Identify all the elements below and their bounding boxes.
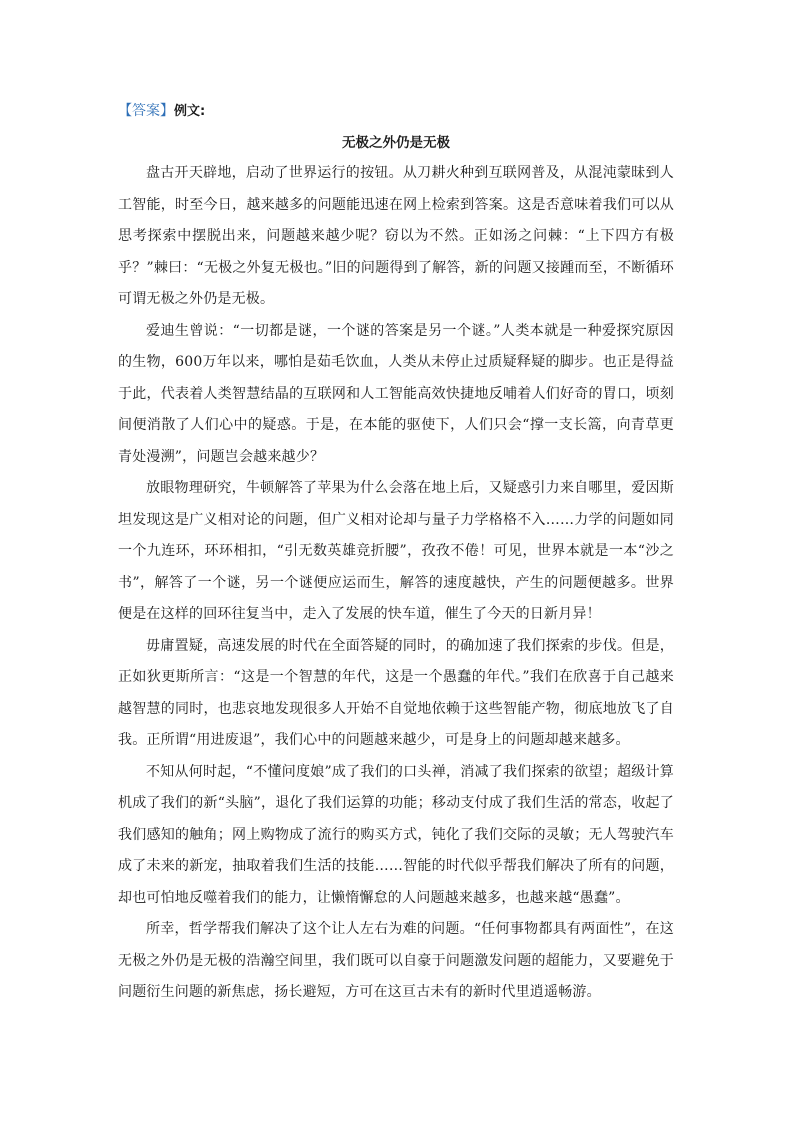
- answer-label: 例文:: [174, 104, 206, 119]
- essay-title: 无极之外仍是无极: [342, 135, 450, 151]
- essay-paragraph-2: 爱迪生曾说：“一切都是谜，一个谜的答案是另一个谜。”人类本就是一种爱探究原因的生物，600万年以来，哪怕是茹毛饮血，人类从未停止过质疑释疑的脚步。也正是得益于此，代表着人类智慧结晶的互联网和人工智能高效快捷地反哺着人们好奇的胃口，顷刻间便消散了人们心中的疑惑。于是，在本能的驱使下，人们只会“撑一支长篙，向青草更青处漫溯”，问题岂会越来越少？: [118, 322, 674, 465]
- answer-tag: 【答案】: [118, 103, 174, 119]
- essay-paragraph-3: 放眼物理研究，牛顿解答了苹果为什么会落在地上后，又疑惑引力来自哪里，爱因斯坦发现这是广义相对论的问题，但广义相对论却与量子力学格格不入……力学的问题如同一个九连环，环环相扣，“引无数英雄竞折腰”，孜孜不倦！可见，世界本就是一本“沙之书”，解答了一个谜，另一个谜便应运而生，解答的速度越快，产生的问题便越多。世界便是在这样的回环往复当中，走入了发展的快车道，催生了今天的日新月异！: [118, 480, 674, 622]
- essay-paragraph-5: 不知从何时起，“不懂问度娘”成了我们的口头禅，消减了我们探索的欲望；超级计算机成了我们的新“头脑”，退化了我们运算的功能；移动支付成了我们生活的常态，收起了我们感知的触角；网上购物成了流行的购买方式，钝化了我们交际的灵敏；无人驾驶汽车成了未来的新宠，抽取着我们生活的技能……智能的时代似乎帮我们解决了所有的问题，却也可怕地反噬着我们的能力，让懒惰懈怠的人问题越来越多，也越来越“愚蠢”。: [118, 763, 674, 906]
- answer-heading: [118, 100, 674, 122]
- document-page: [118, 100, 674, 1009]
- essay-paragraph-1: 盘古开天辟地，启动了世界运行的按钮。从刀耕火种到互联网普及，从混沌蒙昧到人工智能，时至今日，越来越多的问题能迅速在网上检索到答案。这是否意味着我们可以从思考探索中摆脱出来，问题越来越少呢？窃以为不然。正如汤之问棘：“上下四方有极乎？”棘曰：“无极之外复无极也。”旧的问题得到了解答，新的问题又接踵而至，不断循环可谓无极之外仍是无极。: [118, 165, 674, 307]
- essay-paragraph-6: 所幸，哲学帮我们解决了这个让人左右为难的问题。“任何事物都具有两面性”，在这无极之外仍是无极的浩瀚空间里，我们既可以自豪于问题激发问题的超能力，又要避免于问题衍生问题的新焦虑，扬长避短，方可在这亘古未有的新时代里逍遥畅游。: [118, 921, 674, 1000]
- essay-paragraph-4: 毋庸置疑，高速发展的时代在全面答疑的同时，的确加速了我们探索的步伐。但是，正如狄更斯所言：“这是一个智慧的年代，这是一个愚蠢的年代。”我们在欣喜于自己越来越智慧的同时，也悲哀地发现很多人开始不自觉地依赖于这些智能产物，彻底地放飞了自我。正所谓“用进废退”，我们心中的问题越来越少，可是身上的问题却越来越多。: [118, 637, 674, 748]
